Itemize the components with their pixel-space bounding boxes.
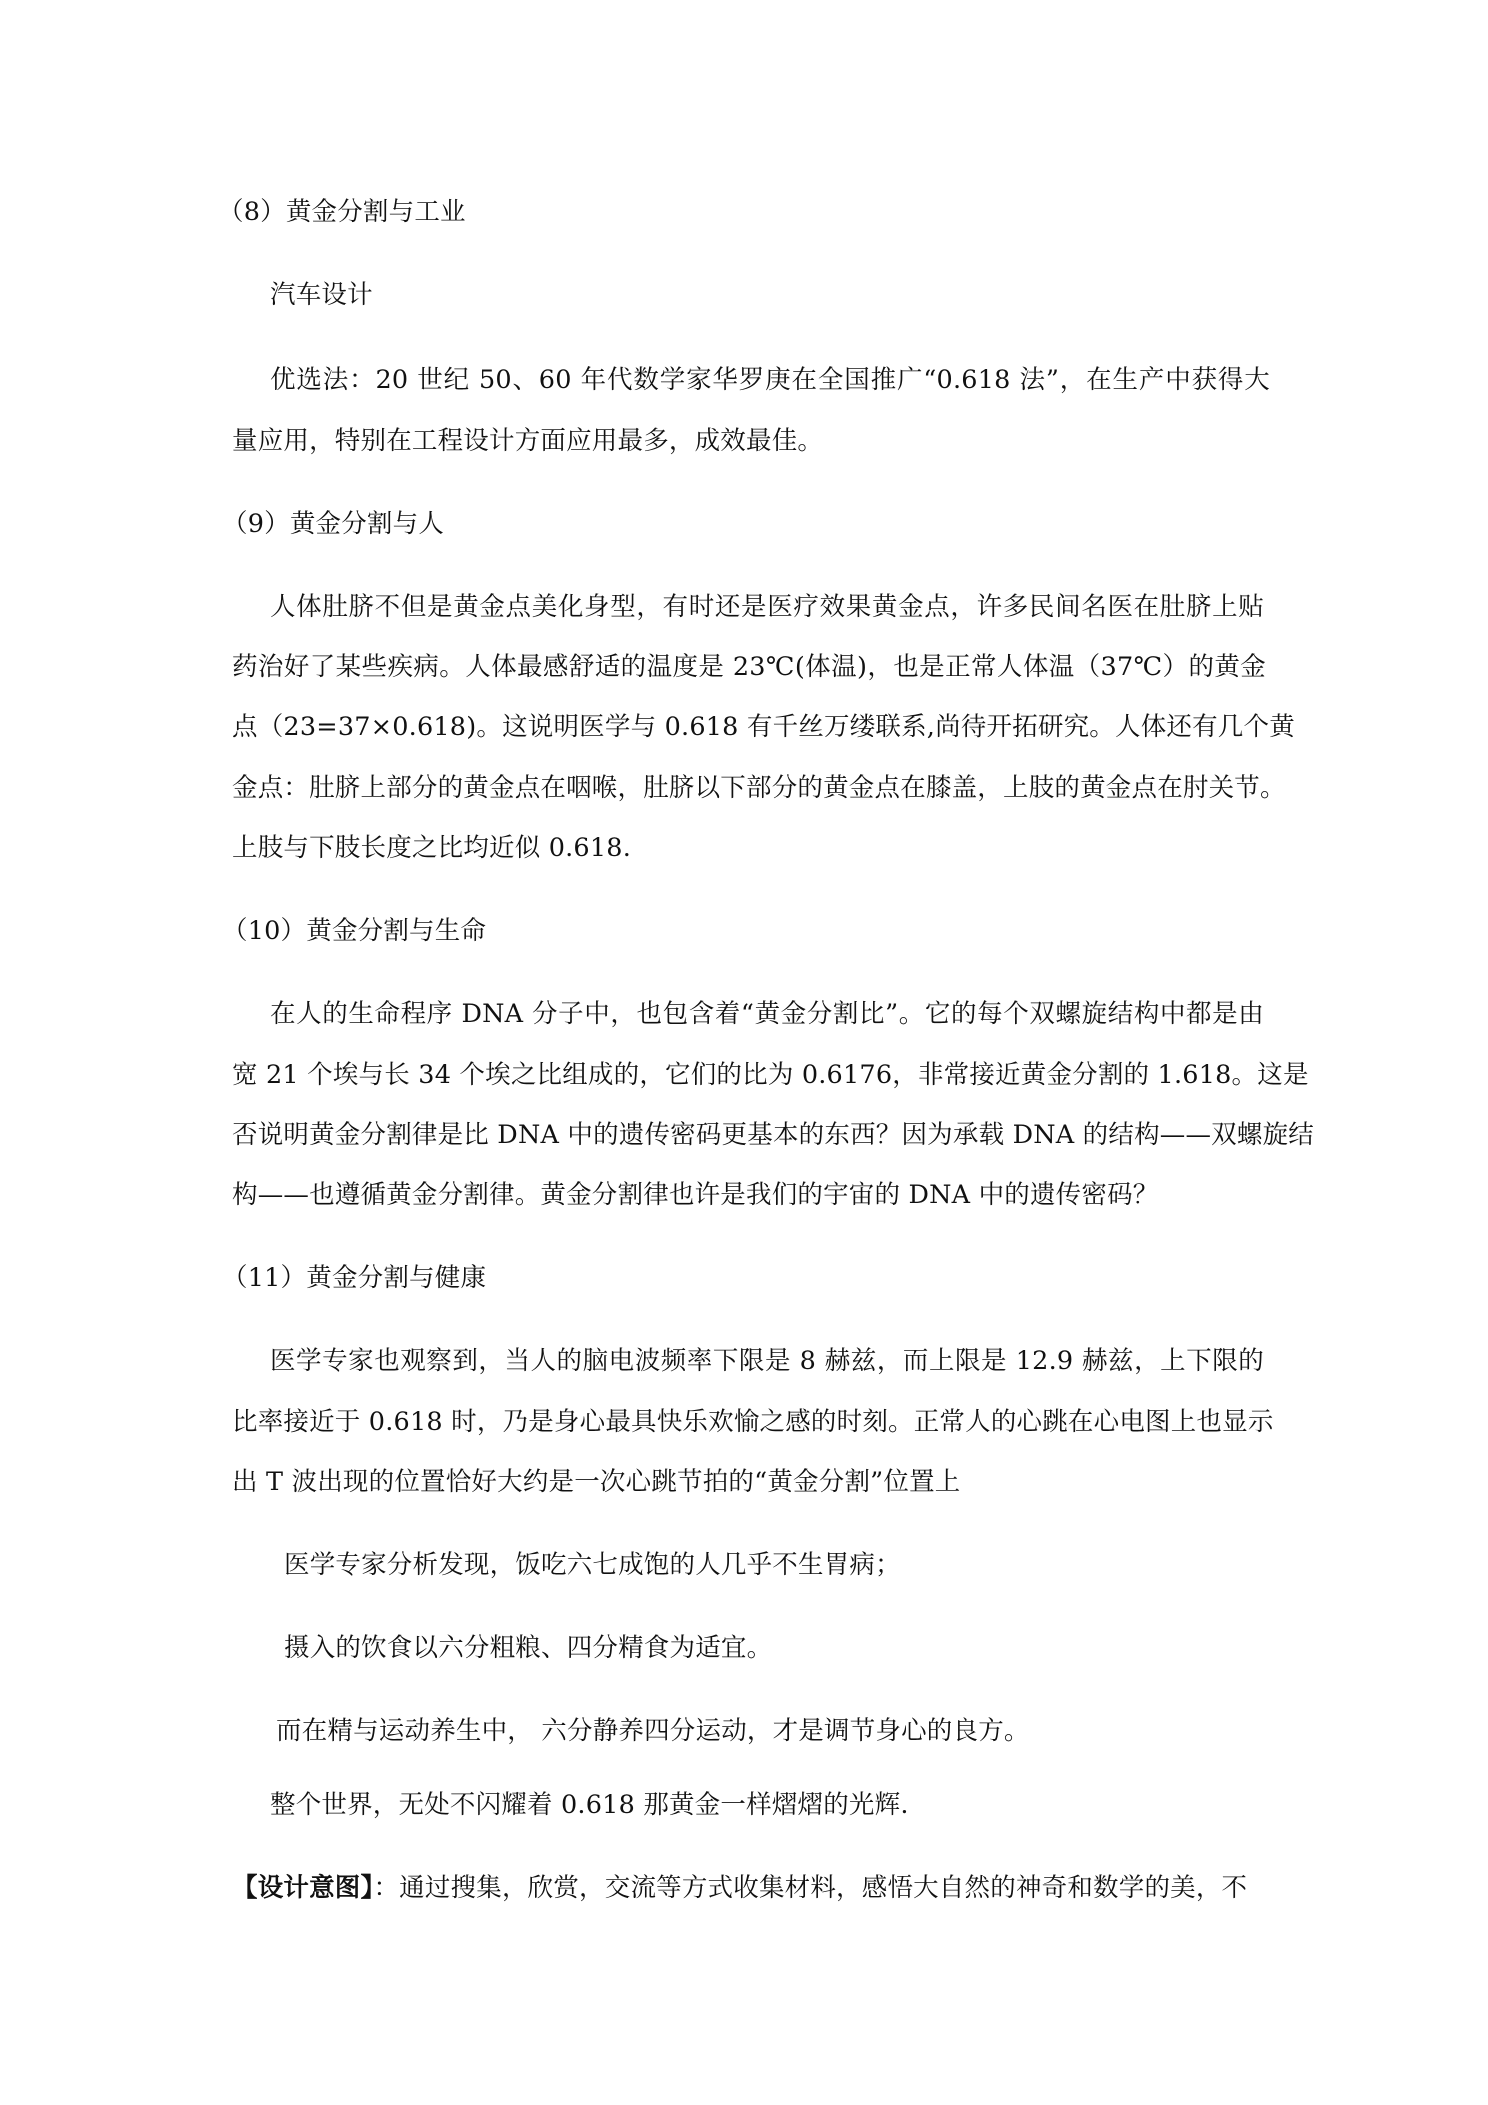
section-10-line-1: 在人的生命程序 DNA 分子中，也包含着“黄金分割比”。它的每个双螺旋结构中都是由 bbox=[270, 999, 1264, 1029]
section-10-line-2: 宽 21 个埃与长 34 个埃之比组成的，它们的比为 0.6176，非常接近黄金分割的 1.618。这是 bbox=[232, 1060, 1309, 1090]
section-11-line-2: 比率接近于 0.618 时，乃是身心最具快乐欢愉之感的时刻。正常人的心跳在心电图上也显示 bbox=[232, 1407, 1274, 1437]
section-11-line-5: 摄入的饮食以六分粗粮、四分精食为适宜。 bbox=[284, 1633, 773, 1663]
section-11-line-1: 医学专家也观察到，当人的脑电波频率下限是 8 赫兹，而上限是 12.9 赫兹，上下限的 bbox=[270, 1346, 1264, 1376]
section-11-heading: （11）黄金分割与健康 bbox=[222, 1263, 487, 1293]
section-9-line-4: 金点：肚脐上部分的黄金点在咽喉，肚脐以下部分的黄金点在膝盖，上肢的黄金点在肘关节。 bbox=[232, 773, 1286, 803]
section-9-line-1: 人体肚脐不但是黄金点美化身型，有时还是医疗效果黄金点，许多民间名医在肚脐上贴 bbox=[270, 592, 1264, 622]
section-9-line-5: 上肢与下肢长度之比均近似 0.618. bbox=[232, 833, 632, 863]
section-8-line-3: 量应用，特别在工程设计方面应用最多，成效最佳。 bbox=[232, 426, 824, 456]
section-10-line-4: 构——也遵循黄金分割律。黄金分割律也许是我们的宇宙的 DNA 中的遗传密码？ bbox=[232, 1180, 1159, 1210]
section-8-heading: （8）黄金分割与工业 bbox=[218, 197, 466, 227]
design-intent bbox=[232, 1870, 1247, 1906]
section-9-line-3: 点（23=37×0.618)。这说明医学与 0.618 有千丝万缕联系,尚待开拓研究。人体还有几个黄 bbox=[232, 712, 1295, 742]
section-11-line-4: 医学专家分析发现，饭吃六七成饱的人几乎不生胃病； bbox=[284, 1550, 901, 1580]
section-9-heading: （9）黄金分割与人 bbox=[222, 509, 445, 539]
section-8-line-1: 汽车设计 bbox=[270, 280, 373, 310]
section-9-line-2: 药治好了某些疾病。人体最感舒适的温度是 23℃(体温)，也是正常人体温（37℃）的黄金 bbox=[232, 652, 1266, 682]
section-10-line-3: 否说明黄金分割律是比 DNA 中的遗传密码更基本的东西？因为承载 DNA 的结构——双螺旋结 bbox=[232, 1120, 1314, 1150]
section-11-line-6: 而在精与运动养生中， 六分静养四分运动，才是调节身心的良方。 bbox=[276, 1716, 1030, 1746]
section-11-line-3: 出 T 波出现的位置恰好大约是一次心跳节拍的“黄金分割”位置上 bbox=[232, 1467, 961, 1497]
design-intent-text: ：通过搜集，欣赏，交流等方式收集材料，感悟大自然的神奇和数学的美，不 bbox=[373, 1873, 1248, 1903]
section-11-line-7: 整个世界，无处不闪耀着 0.618 那黄金一样熠熠的光辉. bbox=[270, 1790, 909, 1820]
section-10-heading: （10）黄金分割与生命 bbox=[222, 916, 487, 946]
design-intent-label: 【设计意图】 bbox=[232, 1873, 374, 1903]
section-8-line-2: 优选法：20 世纪 50、60 年代数学家华罗庚在全国推广“0.618 法”，在生产中获得大 bbox=[270, 365, 1270, 395]
